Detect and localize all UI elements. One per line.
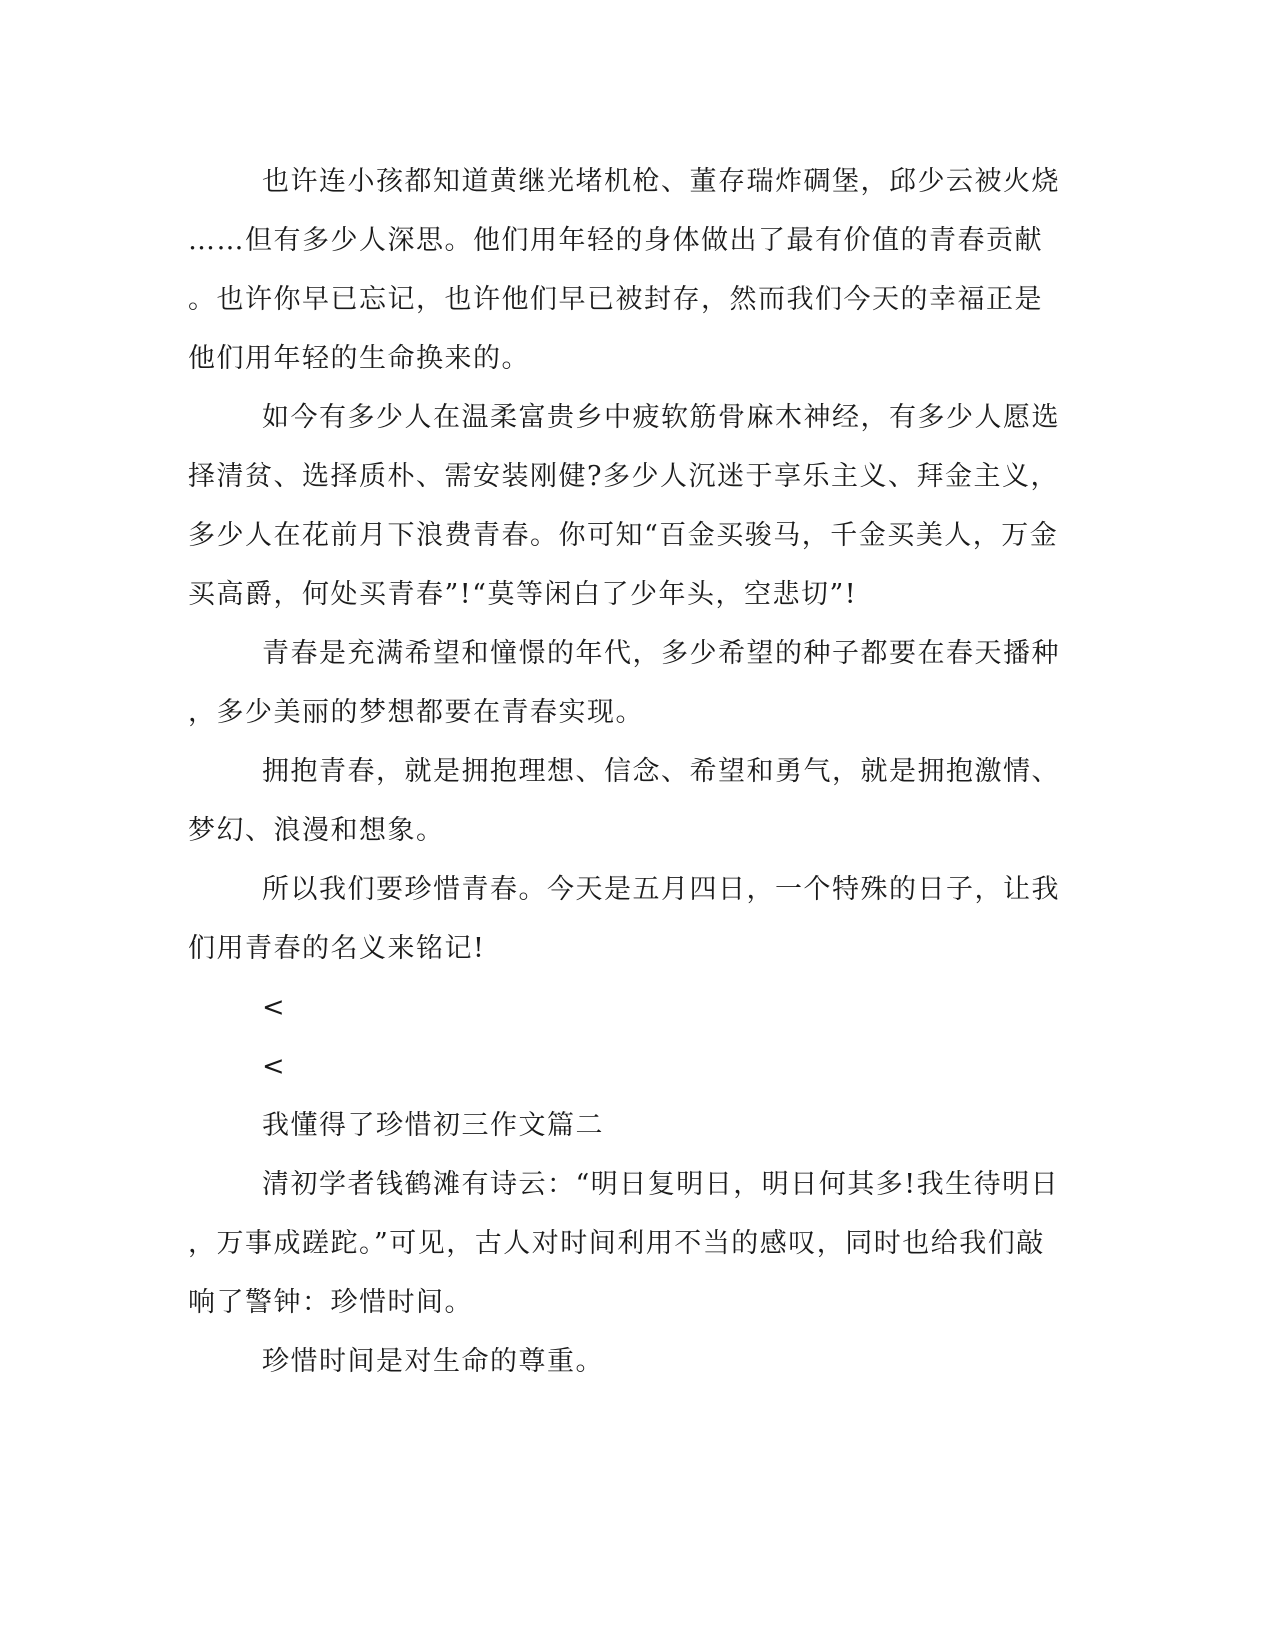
stray-marker: < (262, 992, 287, 1023)
paragraph-line: 。也许你早已忘记，也许他们早已被封存，然而我们今天的幸福正是 (188, 284, 1043, 315)
paragraph-line: 如今有多少人在温柔富贵乡中疲软筋骨麻木神经，有多少人愿选 (262, 402, 1060, 433)
paragraph-line: 珍惜时间是对生命的尊重。 (262, 1346, 604, 1377)
paragraph-line: 他们用年轻的生命换来的。 (188, 343, 530, 374)
paragraph-line: ，万事成蹉跎。”可见，古人对时间利用不当的感叹，同时也给我们敲 (188, 1228, 1045, 1259)
stray-marker: < (262, 1051, 287, 1082)
paragraph-line: 多少人在花前月下浪费青春。你可知“百金买骏马，千金买美人，万金 (188, 520, 1059, 551)
paragraph-line: 买高爵，何处买青春”!“莫等闲白了少年头，空悲切”! (188, 579, 858, 610)
paragraph-line: 响了警钟：珍惜时间。 (188, 1287, 473, 1318)
paragraph-line: 所以我们要珍惜青春。今天是五月四日，一个特殊的日子，让我 (262, 874, 1060, 905)
paragraph-line: 清初学者钱鹤滩有诗云：“明日复明日，明日何其多!我生待明日 (262, 1169, 1060, 1200)
paragraph-line: 择清贫、选择质朴、需安装刚健?多少人沉迷于享乐主义、拜金主义， (188, 461, 1059, 492)
section-heading: 我懂得了珍惜初三作文篇二 (262, 1110, 604, 1141)
paragraph-line: 拥抱青春，就是拥抱理想、信念、希望和勇气，就是拥抱激情、 (262, 756, 1060, 787)
paragraph-line: 青春是充满希望和憧憬的年代，多少希望的种子都要在春天播种 (262, 638, 1060, 669)
paragraph-line: ，多少美丽的梦想都要在青春实现。 (188, 697, 644, 728)
paragraph-line: 也许连小孩都知道黄继光堵机枪、董存瑞炸碉堡，邱少云被火烧 (262, 166, 1060, 197)
paragraph-line: 梦幻、浪漫和想象。 (188, 815, 445, 846)
paragraph-line: ……但有多少人深思。他们用年轻的身体做出了最有价值的青春贡献 (188, 225, 1043, 256)
paragraph-line: 们用青春的名义来铭记! (188, 933, 486, 964)
